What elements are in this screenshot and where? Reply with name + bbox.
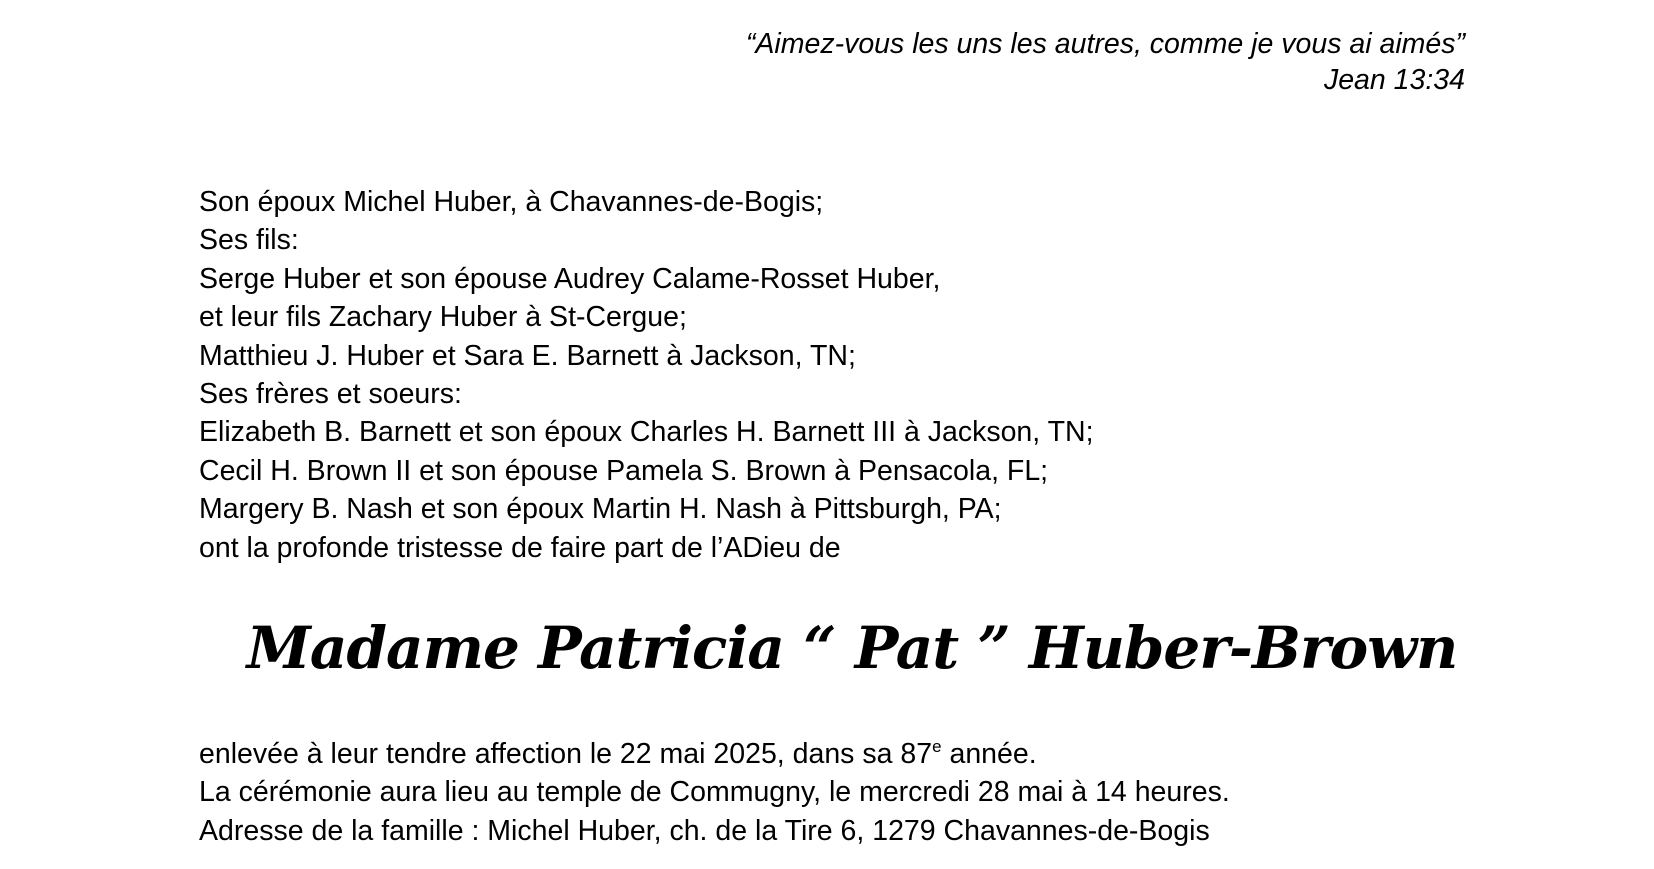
family-address-line: Adresse de la famille : Michel Huber, ch. de la Tire 6, 1279 Chavannes-de-Bogis: [199, 814, 1210, 847]
ceremony-line: La cérémonie aura lieu au temple de Commugny, le mercredi 28 mai à 14 heures.: [199, 776, 1230, 809]
announcement-line: et leur fils Zachary Huber à St-Cergue;: [199, 301, 687, 334]
quote-text: “Aimez-vous les uns les autres, comme je vous ai aimés”: [745, 28, 1465, 60]
passing-date-text-end: année.: [941, 738, 1037, 770]
closing-details: [199, 735, 1230, 850]
ordinal-suffix: e: [932, 737, 942, 756]
announcement-line: Margery B. Nash et son époux Martin H. Nash à Pittsburgh, PA;: [199, 493, 1002, 526]
family-announcement: [199, 183, 1094, 567]
passing-date-line: [199, 735, 1230, 773]
announcement-line: Ses fils:: [199, 224, 299, 257]
announcement-line: Serge Huber et son épouse Audrey Calame-Rosset Huber,: [199, 262, 941, 295]
announcement-line: Ses frères et soeurs:: [199, 378, 462, 411]
announcement-line: Cecil H. Brown II et son épouse Pamela S. Brown à Pensacola, FL;: [199, 454, 1049, 487]
announcement-line: ont la profonde tristesse de faire part de l’ADieu de: [199, 531, 841, 564]
quote-reference: Jean 13:34: [1323, 64, 1465, 96]
announcement-line: Elizabeth B. Barnett et son époux Charles H. Barnett III à Jackson, TN;: [199, 416, 1094, 449]
announcement-line: Son époux Michel Huber, à Chavannes-de-Bogis;: [199, 186, 824, 218]
bible-quote: [746, 26, 1465, 98]
announcement-line: Matthieu J. Huber et Sara E. Barnett à Jackson, TN;: [199, 339, 856, 372]
passing-date-text: enlevée à leur tendre affection le 22 mai 2025, dans sa 87: [199, 738, 933, 770]
deceased-name: Madame Patricia “ Pat ” Huber-Brown: [246, 614, 1458, 682]
